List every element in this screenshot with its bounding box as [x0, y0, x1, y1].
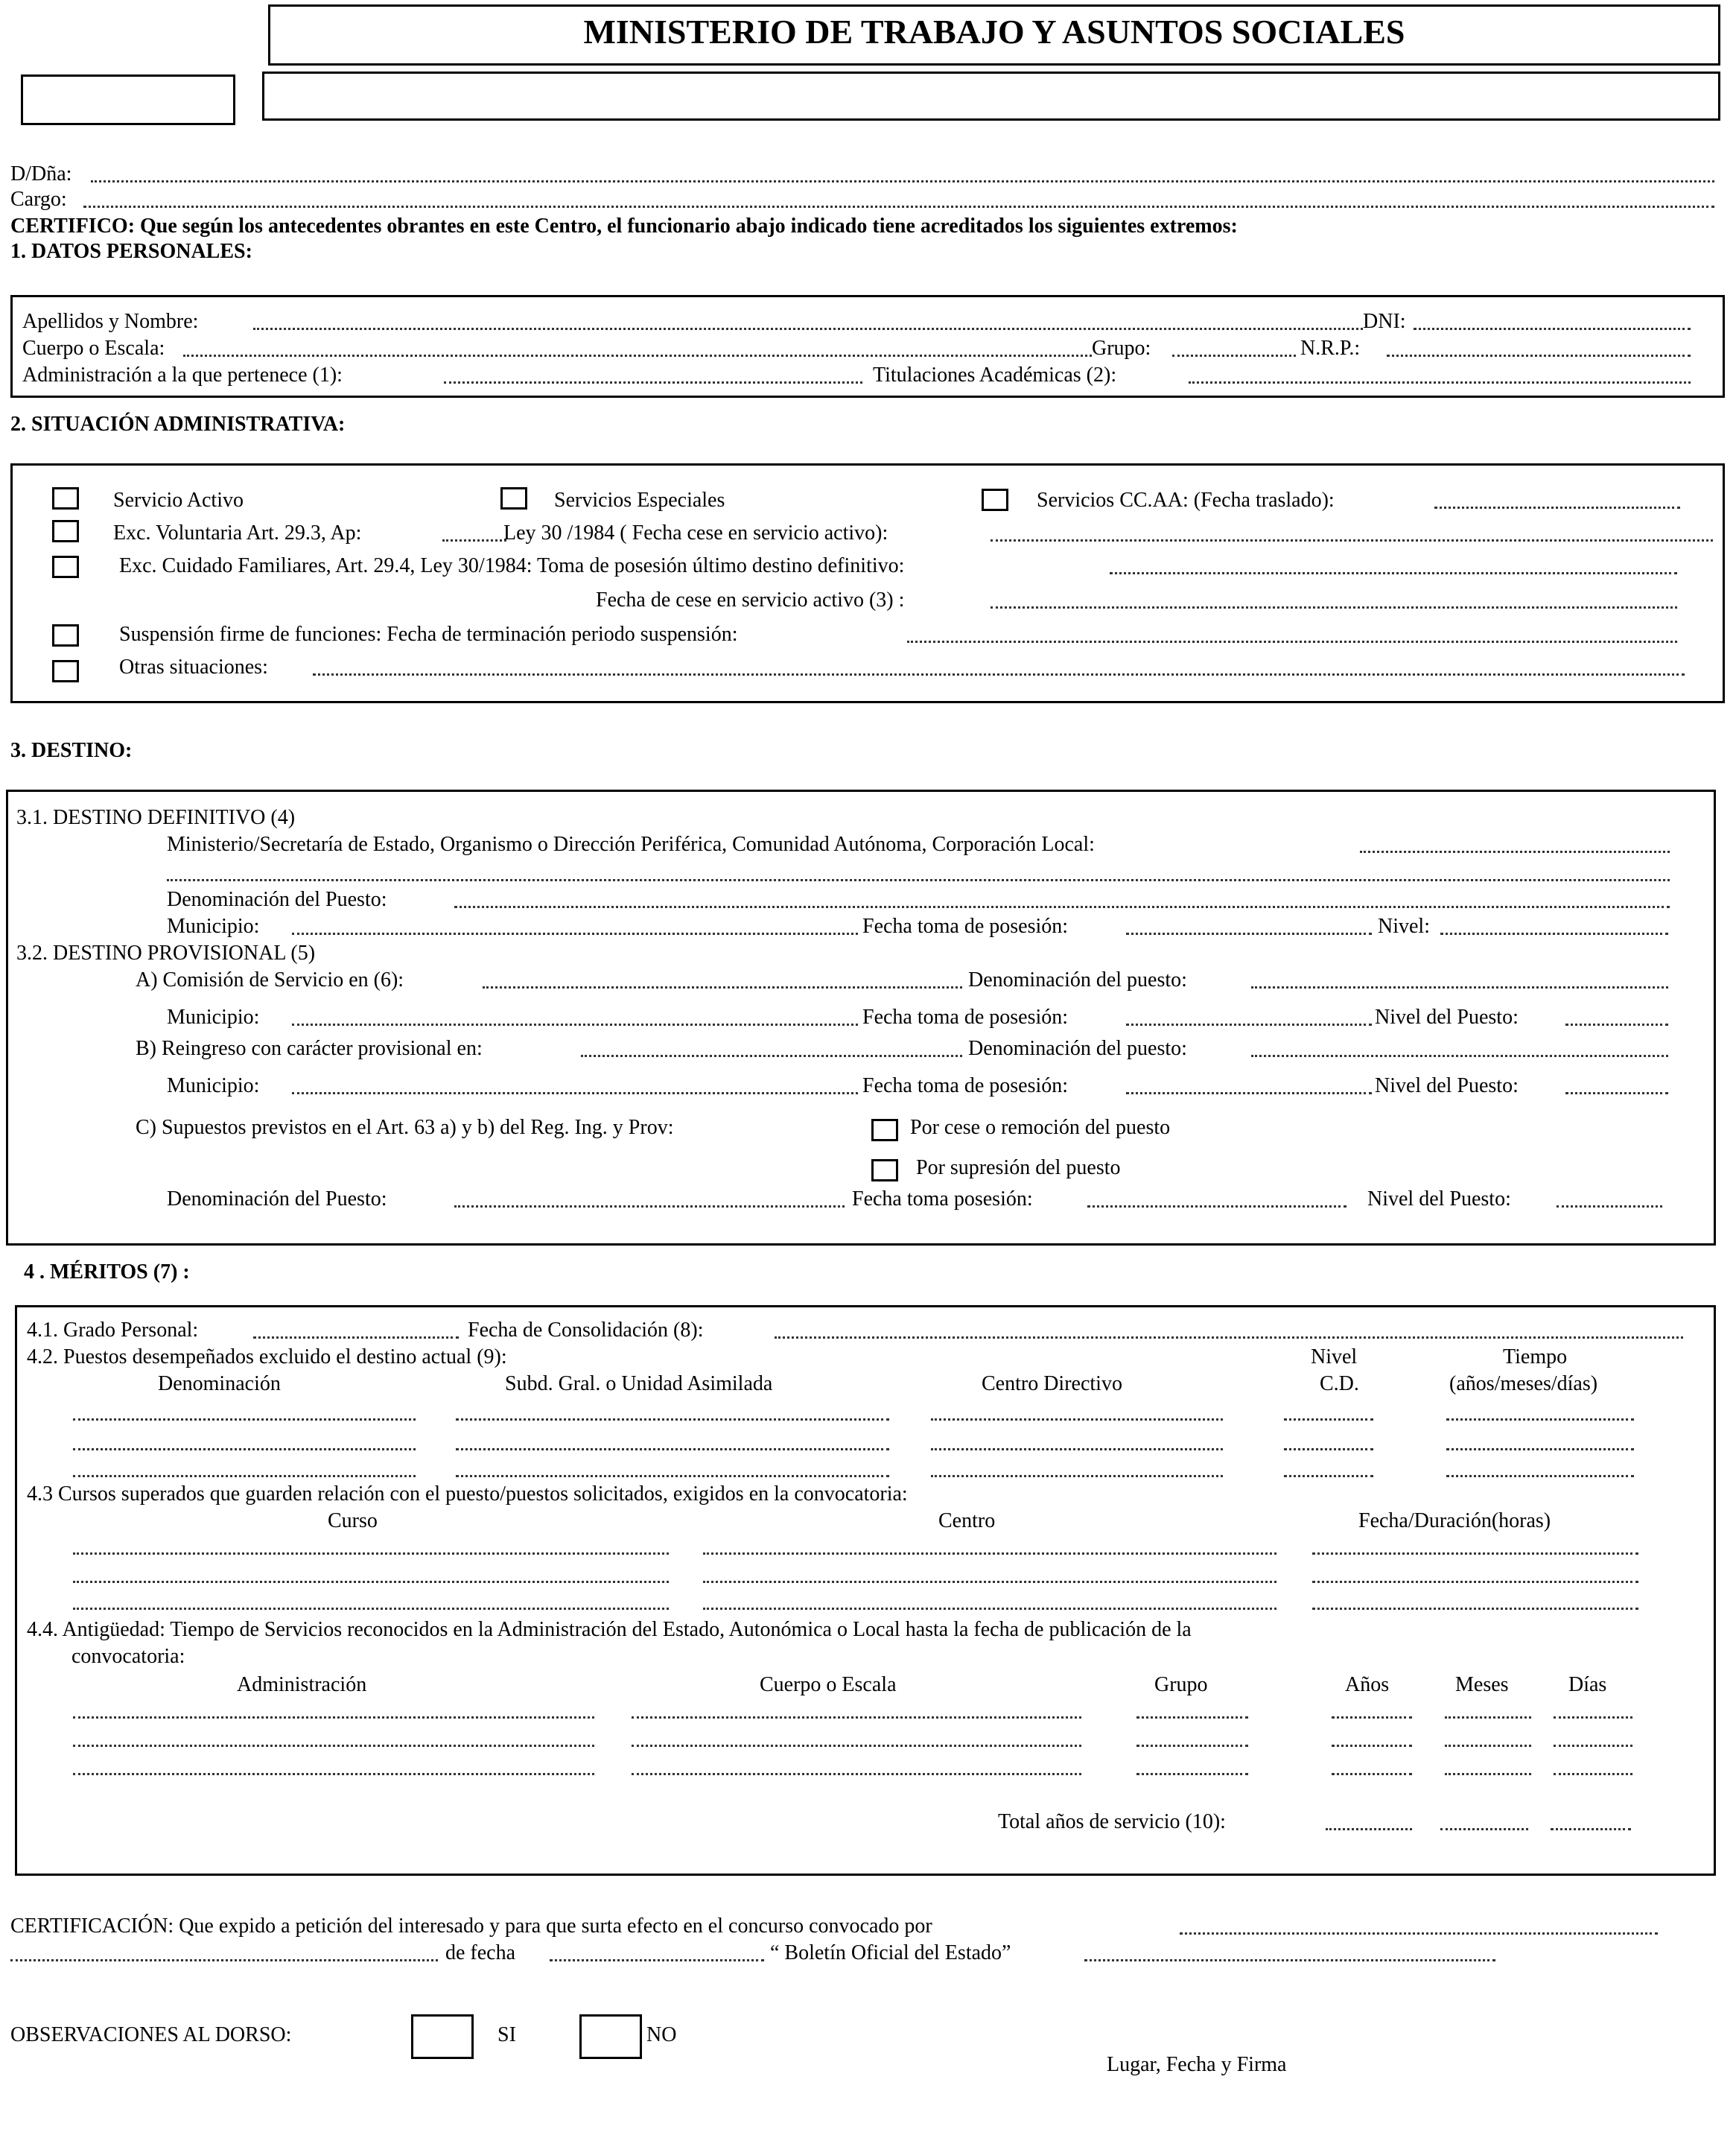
lugar-fecha-firma: Lugar, Fecha y Firma	[1107, 2053, 1287, 2076]
antig-row-3-grupo[interactable]	[1136, 1773, 1248, 1775]
exc-voluntaria-label: Exc. Voluntaria Art. 29.3, Ap:	[113, 521, 362, 545]
reingreso-municipio-field[interactable]	[292, 1092, 858, 1094]
reingreso-nivel-label: Nivel del Puesto:	[1375, 1074, 1519, 1097]
fecha-toma-field[interactable]	[1126, 933, 1372, 935]
grupo-field[interactable]	[1172, 355, 1296, 357]
antig-row-3-anos[interactable]	[1332, 1773, 1412, 1775]
reingreso-denom-label: Denominación del puesto:	[968, 1037, 1187, 1060]
cursos-row-2-fecha[interactable]	[1312, 1581, 1638, 1583]
fecha-cese-activo-field[interactable]	[991, 539, 1713, 542]
municipio-field[interactable]	[292, 933, 858, 935]
ministerio-label: Ministerio/Secretaría de Estado, Organismo o Dirección Periférica, Comunidad Autónoma, Corporación Local:	[167, 833, 1095, 856]
grado-label: 4.1. Grado Personal:	[27, 1319, 199, 1342]
total-label: Total años de servicio (10):	[998, 1810, 1226, 1833]
col-subd: Subd. Gral. o Unidad Asimilada	[505, 1372, 773, 1395]
si-checkbox[interactable]	[411, 2014, 474, 2059]
exc-voluntaria-field[interactable]	[442, 539, 506, 542]
puestos-row-3-denominacion[interactable]	[73, 1475, 416, 1477]
puestos-row-3-tiempo[interactable]	[1446, 1475, 1634, 1477]
cursos-row-3-fecha[interactable]	[1312, 1608, 1638, 1610]
ministerio-field-2[interactable]	[167, 879, 1670, 881]
supuestos-fecha-field[interactable]	[1087, 1205, 1346, 1208]
d-dna-label: D/Dña:	[10, 162, 72, 185]
section-2-heading: 2. SITUACIÓN ADMINISTRATIVA:	[10, 413, 346, 436]
antig-row-2-cuerpo[interactable]	[632, 1745, 1081, 1747]
por-cese-checkbox[interactable]	[871, 1119, 898, 1141]
puestos-label: 4.2. Puestos desempeñados excluido el destino actual (9):	[27, 1345, 507, 1368]
servicios-ccaa-field[interactable]	[1434, 507, 1680, 509]
municipio-label: Municipio:	[167, 915, 260, 938]
col-nivel: Nivel	[1311, 1345, 1358, 1368]
cursos-row-1-curso[interactable]	[73, 1552, 669, 1555]
cursos-row-1-centro[interactable]	[703, 1552, 1276, 1555]
fecha-consolidacion-field[interactable]	[775, 1336, 1683, 1339]
puestos-row-3-subd[interactable]	[456, 1475, 889, 1477]
puestos-row-2-tiempo[interactable]	[1446, 1448, 1634, 1450]
col-tiempo: Tiempo	[1503, 1345, 1568, 1368]
servicios-especiales-label: Servicios Especiales	[554, 489, 725, 512]
antig-row-3-admin[interactable]	[73, 1773, 594, 1775]
total-anos-field[interactable]	[1326, 1828, 1412, 1830]
puestos-row-2-denominacion[interactable]	[73, 1448, 416, 1450]
si-label: SI	[497, 2023, 516, 2046]
col-dias: Días	[1568, 1673, 1607, 1696]
supuestos-nivel-field[interactable]	[1557, 1205, 1662, 1208]
cursos-row-3-curso[interactable]	[73, 1608, 669, 1610]
col-meses: Meses	[1455, 1673, 1509, 1696]
apellidos-field[interactable]	[253, 328, 1363, 330]
antig-row-1-cuerpo[interactable]	[632, 1716, 1081, 1719]
por-supresion-checkbox[interactable]	[871, 1159, 898, 1181]
comision-fecha-label: Fecha toma de posesión:	[862, 1006, 1069, 1029]
otras-situaciones-label: Otras situaciones:	[119, 656, 268, 679]
col-anos: Años	[1345, 1673, 1390, 1696]
col-centro: Centro	[938, 1509, 996, 1532]
servicio-activo-label: Servicio Activo	[113, 489, 244, 512]
cargo-field[interactable]	[83, 206, 1714, 208]
comision-field[interactable]	[483, 986, 962, 989]
cursos-row-2-centro[interactable]	[703, 1581, 1276, 1583]
col-grupo: Grupo	[1154, 1673, 1208, 1696]
destino-definitivo-heading: 3.1. DESTINO DEFINITIVO (4)	[16, 806, 296, 829]
section-4-heading: 4 . MÉRITOS (7) :	[24, 1260, 190, 1284]
reingreso-field[interactable]	[581, 1055, 962, 1057]
comision-nivel-field[interactable]	[1565, 1024, 1668, 1026]
col-cuerpo-escala: Cuerpo o Escala	[760, 1673, 897, 1696]
administracion-label: Administración a la que pertenece (1):	[22, 364, 343, 387]
section-3-heading: 3. DESTINO:	[10, 739, 133, 762]
titulaciones-label: Titulaciones Académicas (2):	[873, 364, 1117, 387]
reingreso-denom-field[interactable]	[1251, 1055, 1668, 1057]
comision-nivel-label: Nivel del Puesto:	[1375, 1006, 1519, 1029]
apellidos-label: Apellidos y Nombre:	[22, 310, 199, 333]
servicios-ccaa-checkbox[interactable]	[982, 489, 1008, 511]
comision-fecha-field[interactable]	[1126, 1024, 1372, 1026]
col-curso: Curso	[328, 1509, 378, 1532]
cursos-row-2-curso[interactable]	[73, 1581, 669, 1583]
d-dna-field[interactable]	[91, 180, 1714, 183]
antig-row-2-dias[interactable]	[1554, 1745, 1632, 1747]
suspension-field[interactable]	[907, 641, 1677, 643]
dni-label: DNI:	[1363, 310, 1406, 333]
reingreso-nivel-field[interactable]	[1565, 1092, 1668, 1094]
antig-row-1-admin[interactable]	[73, 1716, 594, 1719]
convocatoria-field[interactable]	[10, 1959, 438, 1961]
antig-row-2-anos[interactable]	[1332, 1745, 1412, 1747]
exc-voluntaria-checkbox[interactable]	[52, 520, 79, 542]
code-field[interactable]	[21, 74, 235, 125]
antig-row-3-meses[interactable]	[1445, 1773, 1531, 1775]
otras-situaciones-checkbox[interactable]	[52, 660, 79, 682]
ley-fecha-cese-label: Ley 30 /1984 ( Fecha cese en servicio activo):	[503, 521, 888, 545]
puestos-row-3-cd[interactable]	[1284, 1475, 1373, 1477]
section-1-heading: 1. DATOS PERSONALES:	[10, 240, 252, 263]
comision-denom-label: Denominación del puesto:	[968, 968, 1187, 992]
de-fecha-label: de fecha	[445, 1941, 516, 1964]
supuestos-nivel-label: Nivel del Puesto:	[1367, 1187, 1511, 1211]
observaciones-label: OBSERVACIONES AL DORSO:	[10, 2023, 292, 2046]
fecha-toma-label: Fecha toma de posesión:	[862, 915, 1069, 938]
cuerpo-label: Cuerpo o Escala:	[22, 337, 165, 360]
boe-field[interactable]	[1084, 1959, 1495, 1961]
reingreso-fecha-field[interactable]	[1126, 1092, 1372, 1094]
administracion-field[interactable]	[444, 381, 862, 384]
servicio-activo-checkbox[interactable]	[52, 487, 79, 510]
reingreso-label: B) Reingreso con carácter provisional en:	[136, 1037, 483, 1060]
col-denominacion: Denominación	[158, 1372, 281, 1395]
cursos-label: 4.3 Cursos superados que guarden relación con el puesto/puestos solicitados, exigidos en la convocatoria:	[27, 1482, 908, 1506]
page-title: MINISTERIO DE TRABAJO Y ASUNTOS SOCIALES	[583, 13, 1405, 51]
col-administracion: Administración	[237, 1673, 367, 1696]
nrp-label: N.R.P.:	[1300, 337, 1361, 360]
unit-field[interactable]	[262, 72, 1720, 121]
puestos-row-1-cd[interactable]	[1284, 1418, 1373, 1421]
col-amd: (años/meses/días)	[1449, 1372, 1598, 1395]
no-label: NO	[646, 2023, 677, 2046]
puestos-row-1-centro[interactable]	[931, 1418, 1223, 1421]
comision-denom-field[interactable]	[1251, 986, 1668, 989]
cuerpo-field[interactable]	[183, 355, 1092, 357]
total-dias-field[interactable]	[1551, 1828, 1631, 1830]
servicios-especiales-checkbox[interactable]	[500, 487, 527, 510]
supuestos-fecha-label: Fecha toma posesión:	[852, 1187, 1033, 1211]
antiguedad-label: 4.4. Antigüedad: Tiempo de Servicios reconocidos en la Administración del Estado, Autonómica o Local hasta la fecha de publicación de la	[27, 1618, 1192, 1641]
antiguedad-label-2: convocatoria:	[71, 1645, 185, 1668]
col-fecha-duracion: Fecha/Duración(horas)	[1358, 1509, 1551, 1532]
puestos-row-1-denominacion[interactable]	[73, 1418, 416, 1421]
antig-row-2-admin[interactable]	[73, 1745, 594, 1747]
otras-situaciones-field[interactable]	[313, 673, 1685, 676]
destino-provisional-heading: 3.2. DESTINO PROVISIONAL (5)	[16, 942, 316, 965]
puestos-row-3-centro[interactable]	[931, 1475, 1223, 1477]
antig-row-1-dias[interactable]	[1554, 1716, 1632, 1719]
exc-cuidado-checkbox[interactable]	[52, 556, 79, 578]
supuestos-label: C) Supuestos previstos en el Art. 63 a) y b) del Reg. Ing. y Prov:	[136, 1116, 674, 1139]
reingreso-fecha-label: Fecha toma de posesión:	[862, 1074, 1069, 1097]
nivel-label: Nivel:	[1378, 915, 1430, 938]
puestos-row-2-subd[interactable]	[456, 1448, 889, 1450]
no-checkbox[interactable]	[579, 2014, 642, 2059]
total-meses-field[interactable]	[1440, 1828, 1528, 1830]
grupo-label: Grupo:	[1092, 337, 1151, 360]
ministerio-field[interactable]	[1360, 851, 1670, 853]
nrp-field[interactable]	[1387, 355, 1691, 357]
boe-label: “ Boletín Oficial del Estado”	[770, 1941, 1011, 1964]
col-cd: C.D.	[1320, 1372, 1359, 1395]
concurso-field[interactable]	[1180, 1932, 1658, 1935]
antig-row-3-dias[interactable]	[1554, 1773, 1632, 1775]
fecha-cese-label: Fecha de cese en servicio activo (3) :	[596, 589, 905, 612]
supuestos-denom-label: Denominación del Puesto:	[167, 1187, 387, 1211]
certificacion-label: CERTIFICACIÓN: Que expido a petición del interesado y para que surta efecto en el concurso convocado por	[10, 1914, 932, 1938]
fecha-cese-field[interactable]	[991, 606, 1677, 609]
supuestos-denom-field[interactable]	[454, 1205, 845, 1208]
cursos-row-1-fecha[interactable]	[1312, 1552, 1638, 1555]
servicios-ccaa-label: Servicios CC.AA: (Fecha traslado):	[1037, 489, 1335, 512]
suspension-label: Suspensión firme de funciones: Fecha de terminación periodo suspensión:	[119, 623, 738, 646]
comision-municipio-field[interactable]	[292, 1024, 858, 1026]
antig-row-1-anos[interactable]	[1332, 1716, 1412, 1719]
reingreso-municipio-label: Municipio:	[167, 1074, 260, 1097]
antig-row-3-cuerpo[interactable]	[632, 1773, 1081, 1775]
dni-field[interactable]	[1414, 328, 1691, 330]
col-centro-directivo: Centro Directivo	[982, 1372, 1122, 1395]
certifico-text: CERTIFICO: Que según los antecedentes obrantes en este Centro, el funcionario abajo indicado tiene acreditados los siguientes extremos:	[10, 215, 1238, 238]
antig-row-1-grupo[interactable]	[1136, 1716, 1248, 1719]
cargo-label: Cargo:	[10, 188, 67, 211]
cursos-row-3-centro[interactable]	[703, 1608, 1276, 1610]
fecha-consolidacion-label: Fecha de Consolidación (8):	[468, 1319, 704, 1342]
denominacion-label: Denominación del Puesto:	[167, 888, 387, 911]
puestos-row-2-centro[interactable]	[931, 1448, 1223, 1450]
suspension-checkbox[interactable]	[52, 624, 79, 647]
de-fecha-field[interactable]	[550, 1959, 764, 1961]
nivel-field[interactable]	[1440, 933, 1668, 935]
grado-field[interactable]	[253, 1336, 459, 1339]
exc-cuidado-label: Exc. Cuidado Familiares, Art. 29.4, Ley 30/1984: Toma de posesión último destino definitivo:	[119, 554, 905, 577]
puestos-row-2-cd[interactable]	[1284, 1448, 1373, 1450]
denominacion-field[interactable]	[454, 906, 1670, 908]
antig-row-2-grupo[interactable]	[1136, 1745, 1248, 1747]
puestos-row-1-subd[interactable]	[456, 1418, 889, 1421]
antig-row-2-meses[interactable]	[1445, 1745, 1531, 1747]
comision-municipio-label: Municipio:	[167, 1006, 260, 1029]
puestos-row-1-tiempo[interactable]	[1446, 1418, 1634, 1421]
titulaciones-field[interactable]	[1189, 381, 1691, 384]
exc-cuidado-field[interactable]	[1110, 572, 1677, 574]
comision-label: A) Comisión de Servicio en (6):	[136, 968, 404, 992]
por-cese-label: Por cese o remoción del puesto	[910, 1116, 1171, 1139]
por-supresion-label: Por supresión del puesto	[916, 1156, 1121, 1179]
antig-row-1-meses[interactable]	[1445, 1716, 1531, 1719]
